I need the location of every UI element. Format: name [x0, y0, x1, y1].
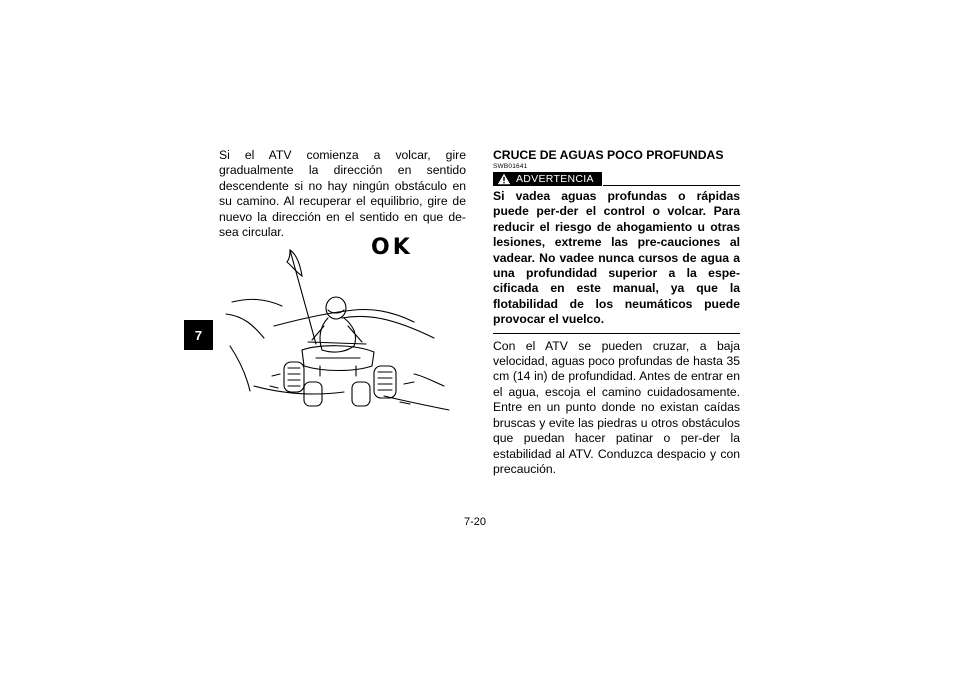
- section-title: CRUCE DE AGUAS POCO PROFUNDAS: [493, 148, 724, 162]
- warning-label: ADVERTENCIA: [516, 173, 594, 185]
- warning-triangle-icon: [497, 173, 511, 185]
- warning-badge: [493, 172, 602, 186]
- body-text: Con el ATV se pueden cruzar, a baja velocidad, aguas poco profundas de hasta 35 cm (14 in) de profundidad. Antes de entrar en el agua, escoja el camino cuidadosamente. Entre en un punto donde no existan caídas bruscas y evite las piedras u otros obstáculos que puedan hacer patinar o per-der la estabilidad al ATV. Conduzca despacio y con precaución.: [493, 338, 740, 476]
- page-number: 7-20: [464, 516, 487, 528]
- right-column: [493, 148, 740, 477]
- warning-header: [493, 172, 740, 186]
- atv-illustration: [224, 226, 460, 420]
- warning-code: SWB01641: [493, 163, 528, 170]
- rollover-paragraph: Si el ATV comienza a volcar, gire gradualmente la dirección en sentido descendente si no hay ningún obstáculo en su camino. Al recuperar el equilibrio, gire de nuevo la dirección en el sentido en que de-sea circular.: [219, 148, 466, 240]
- chapter-tab: 7: [184, 320, 213, 350]
- warning-text: Si vadea aguas profundas o rápidas puede per-der el control o volcar. Para reducir el riesgo de ahogamiento u otras lesiones, extreme las pre-cauciones al vadear. No vadee nunca cursos de agua a una profundidad superior a la espe-cificada en este manual, ya que la flotabilidad de los neumáticos puede provocar el vuelco.: [493, 189, 740, 334]
- warning-rule: [603, 185, 740, 186]
- ok-label: OK: [371, 235, 413, 260]
